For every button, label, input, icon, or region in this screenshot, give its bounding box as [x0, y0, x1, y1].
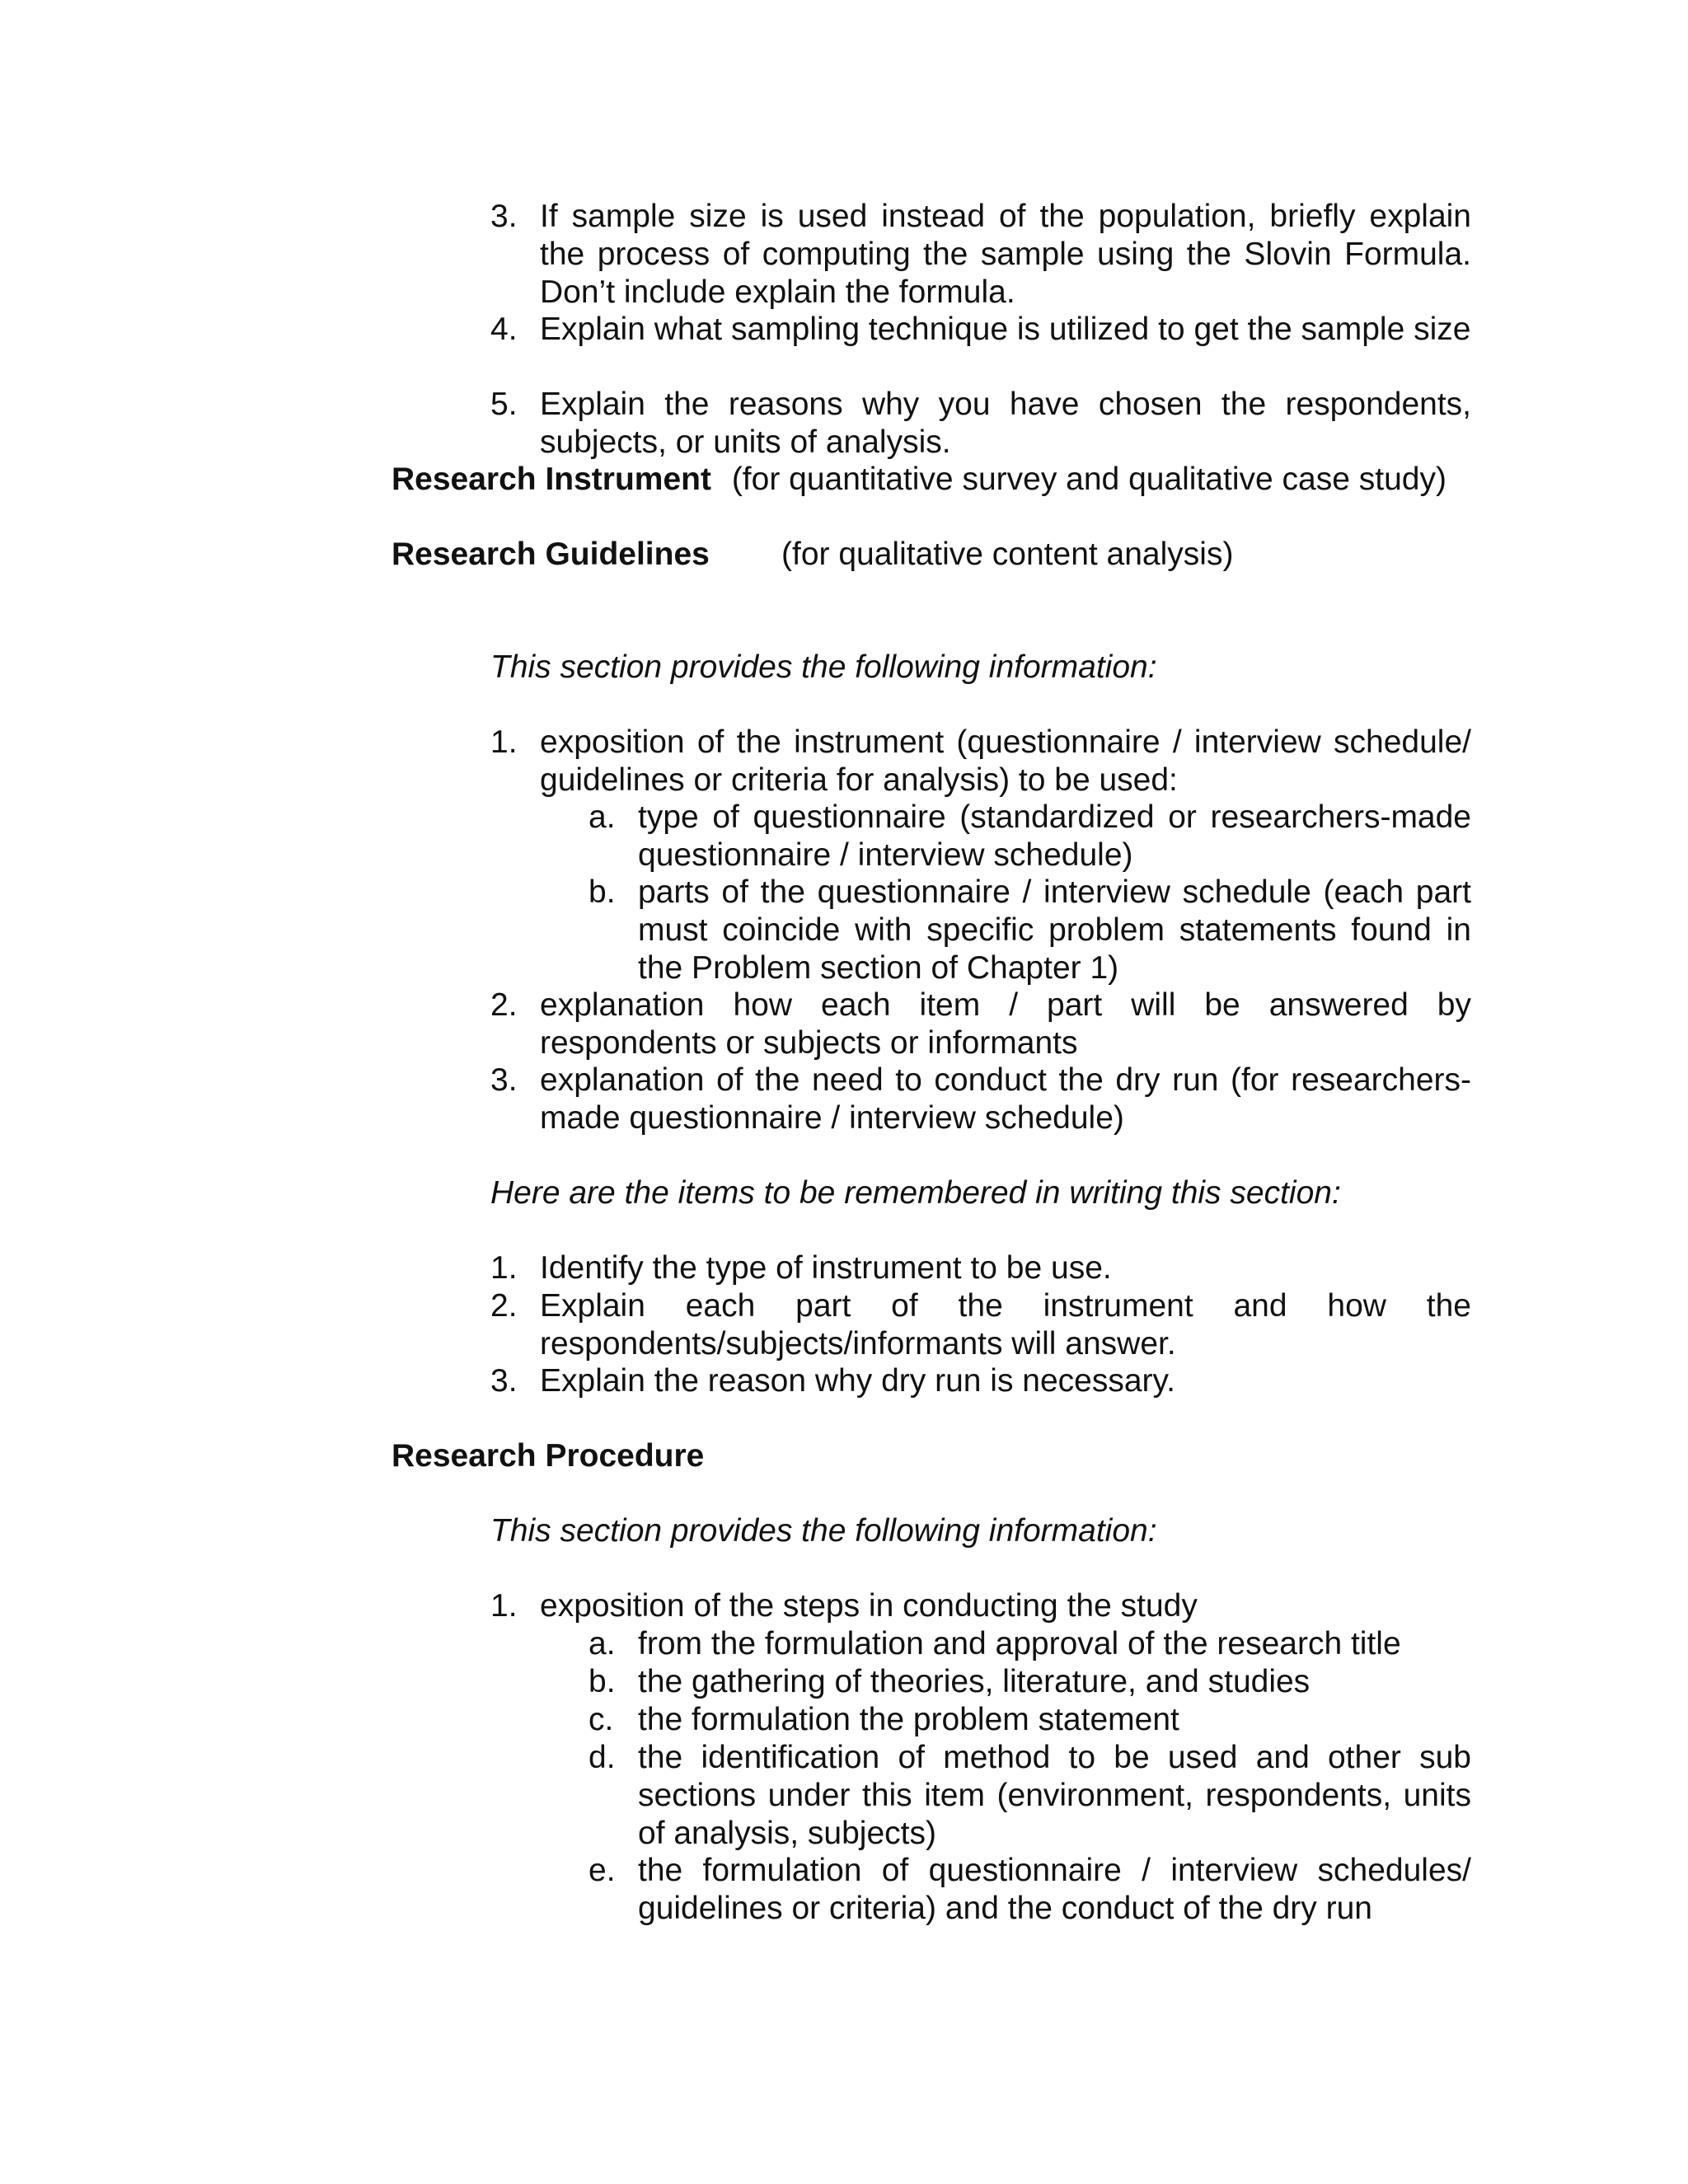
research-guidelines-heading: Research Guidelines: [392, 537, 710, 572]
list-item: exposition of the steps in conducting the study: [540, 1588, 1198, 1624]
section-intro: This section provides the following information:: [490, 649, 1157, 685]
research-procedure-heading: Research Procedure: [392, 1438, 705, 1474]
sub-list-item: type of questionnaire (standardized or researchers-made questionnaire / interview schedule): [638, 799, 1471, 873]
list-item: Explain each part of the instrument and how the respondents/subjects/informants will answer.: [540, 1288, 1471, 1361]
list-number: 3.: [490, 1363, 518, 1399]
list-item: If sample size is used instead of the population, briefly explain the process of computing the sample using the Slovin Formula. Don’t include explain the formula.: [540, 199, 1471, 310]
section-intro: This section provides the following information:: [490, 1513, 1157, 1549]
research-guidelines-note: (for qualitative content analysis): [781, 537, 1234, 572]
list-letter: a.: [588, 1626, 616, 1661]
list-number: 1.: [490, 1250, 518, 1286]
list-item: Explain what sampling technique is utilized to get the sample size: [540, 312, 1471, 347]
research-instrument-heading: [392, 461, 1447, 499]
list-letter: b.: [588, 874, 616, 910]
list-letter: c.: [588, 1702, 614, 1737]
list-number: 4.: [490, 312, 518, 347]
list-item: Identify the type of instrument to be use.: [540, 1250, 1112, 1286]
list-letter: e.: [588, 1853, 616, 1888]
list-number: 5.: [490, 387, 518, 422]
section-heading: Research Instrument: [392, 462, 711, 497]
list-number: 3.: [490, 199, 518, 234]
list-number: 2.: [490, 987, 518, 1023]
sub-list-item: the gathering of theories, literature, and studies: [638, 1664, 1311, 1699]
list-letter: b.: [588, 1664, 616, 1699]
list-number: 2.: [490, 1288, 518, 1324]
list-item: explanation of the need to conduct the dry run (for researchers-made questionnaire / interview schedule): [540, 1062, 1471, 1136]
list-item: Explain the reason why dry run is necessary.: [540, 1363, 1175, 1399]
sub-list-item: parts of the questionnaire / interview schedule (each part must coincide with specific problem statements found in the Problem section of Chapter 1): [638, 874, 1471, 986]
sub-list-item: the formulation the problem statement: [638, 1702, 1179, 1737]
sub-list-item: the identification of method to be used and other sub sections under this item (environment, respondents, units of analysis, subjects): [638, 1740, 1471, 1851]
list-letter: d.: [588, 1740, 616, 1775]
list-item: Explain the reasons why you have chosen the respondents, subjects, or units of analysis.: [540, 387, 1471, 460]
list-number: 1.: [490, 724, 518, 760]
list-item: exposition of the instrument (questionnaire / interview schedule/ guidelines or criteria for analysis) to be used:: [540, 724, 1471, 798]
section-intro: Here are the items to be remembered in writing this section:: [490, 1175, 1341, 1211]
list-number: 1.: [490, 1588, 518, 1624]
sub-list-item: from the formulation and approval of the research title: [638, 1626, 1401, 1661]
list-item: explanation how each item / part will be answered by respondents or subjects or informants: [540, 987, 1471, 1061]
section-note: (for quantitative survey and qualitative case study): [731, 462, 1447, 497]
sub-list-item: the formulation of questionnaire / interview schedules/ guidelines or criteria) and the conduct of the dry run: [638, 1853, 1471, 1926]
list-letter: a.: [588, 799, 616, 835]
list-number: 3.: [490, 1062, 518, 1098]
